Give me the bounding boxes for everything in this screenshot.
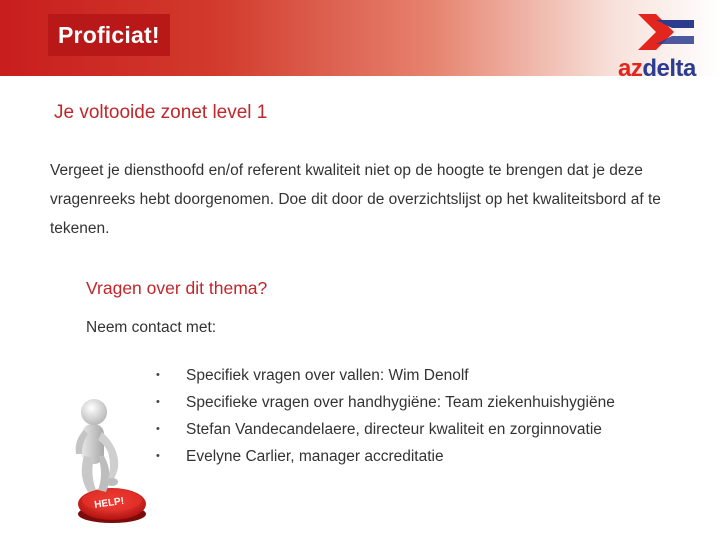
logo-text — [618, 56, 696, 82]
list-item — [152, 362, 615, 389]
help-button-text: HELP! — [93, 495, 125, 511]
contact-text: Evelyne Carlier, manager accreditatie — [186, 448, 444, 465]
logo-az: az — [618, 55, 643, 82]
bullet-icon: • — [156, 423, 160, 435]
subtitle: Je voltooide zonet level 1 — [54, 102, 268, 123]
bullet-icon: • — [156, 369, 160, 381]
list-item — [152, 389, 615, 416]
body-paragraph: Vergeet je diensthoofd en/of referent kwaliteit niet op de hoogte te brengen dat je deze vragenreeks hebt doorgenomen. Doe dit door de overzichtslijst op het kwaliteitsbord af te tekenen. — [50, 162, 661, 237]
contact-label: Neem contact met: — [86, 319, 217, 336]
az-delta-logo — [616, 12, 716, 82]
contact-text: Specifieke vragen over handhygiëne: Team ziekenhuishygiëne — [186, 394, 615, 411]
contact-text: Stefan Vandecandelaere, directeur kwaliteit en zorginnovatie — [186, 421, 602, 438]
contact-list — [152, 362, 615, 470]
list-item — [152, 416, 615, 443]
bullet-icon: • — [156, 450, 160, 462]
contact-text: Specifiek vragen over vallen: Wim Denolf — [186, 367, 469, 384]
bullet-icon: • — [156, 396, 160, 408]
list-item — [152, 443, 615, 470]
help-button-figure — [64, 396, 154, 526]
page-title: Proficiat! — [58, 22, 160, 48]
logo-delta: delta — [642, 55, 696, 82]
section-heading: Vragen over dit thema? — [86, 278, 268, 298]
delta-arrow-icon — [634, 12, 698, 56]
help-figure-illustration — [64, 396, 154, 526]
